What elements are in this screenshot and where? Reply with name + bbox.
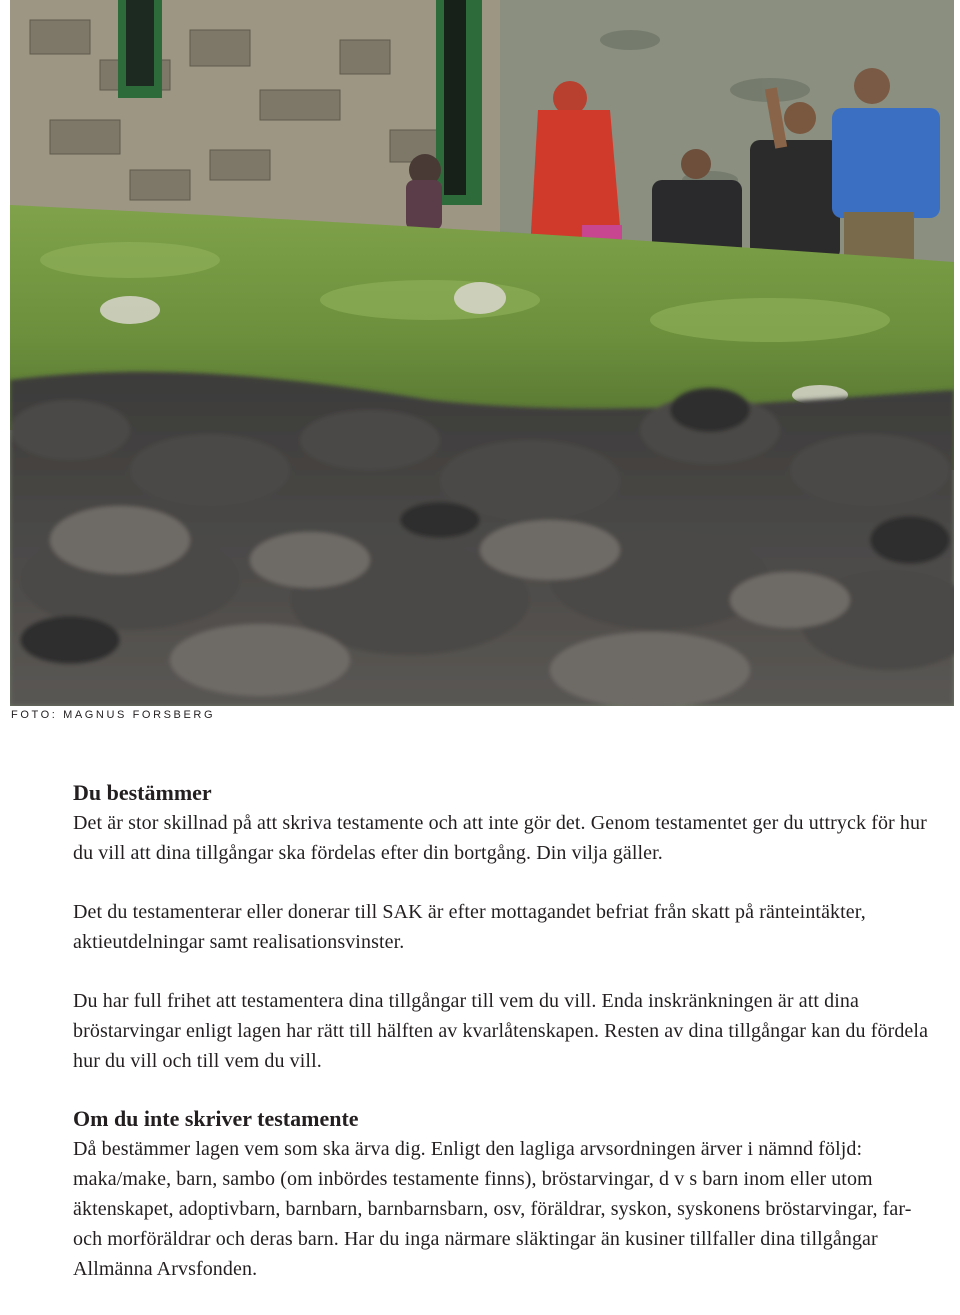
photo-illustration [10, 0, 954, 706]
paragraph: Det du testamenterar eller donerar till SAK är efter mottagandet befriat från skatt på ränteintäkter, aktieutdelningar samt realisationsvinster. [73, 901, 866, 953]
section-heading: Du bestämmer [73, 780, 212, 805]
hero-photo [10, 0, 954, 706]
section-heading: Om du inte skriver testamente [73, 1106, 359, 1131]
article-body [73, 778, 943, 1284]
photo-credit: FOTO: MAGNUS FORSBERG [11, 709, 216, 721]
paragraph: Då bestämmer lagen vem som ska ärva dig. Enligt den lagliga arvsordningen ärver i nämnd följd: maka/make, barn, sambo (om inbördes testamente finns), bröstarvingar, d v s barn inom eller utom äktenskapet, adoptivbarn, barnbarn, barnbarnsbarn, osv, föräldrar, syskon, syskonens bröstarvingar, far- och morföräldrar och deras barn. Har du inga närmare släktingar än kusiner tillfaller dina tillgångar Allmänna Arvsfonden. [73, 1138, 912, 1280]
paragraph: Du har full frihet att testamentera dina tillgångar till vem du vill. Enda inskränkningen är att dina bröstarvingar enligt lagen har rätt till hälften av kvarlåtenskapen. Resten av dina tillgångar kan du fördela hur du vill och till vem du vill. [73, 990, 929, 1072]
paragraph: Det är stor skillnad på att skriva testamente och att inte gör det. Genom testamentet ger du uttryck för hur du vill att dina tillgångar ska fördelas efter din bortgång. Din vilja gäller. [73, 812, 927, 864]
